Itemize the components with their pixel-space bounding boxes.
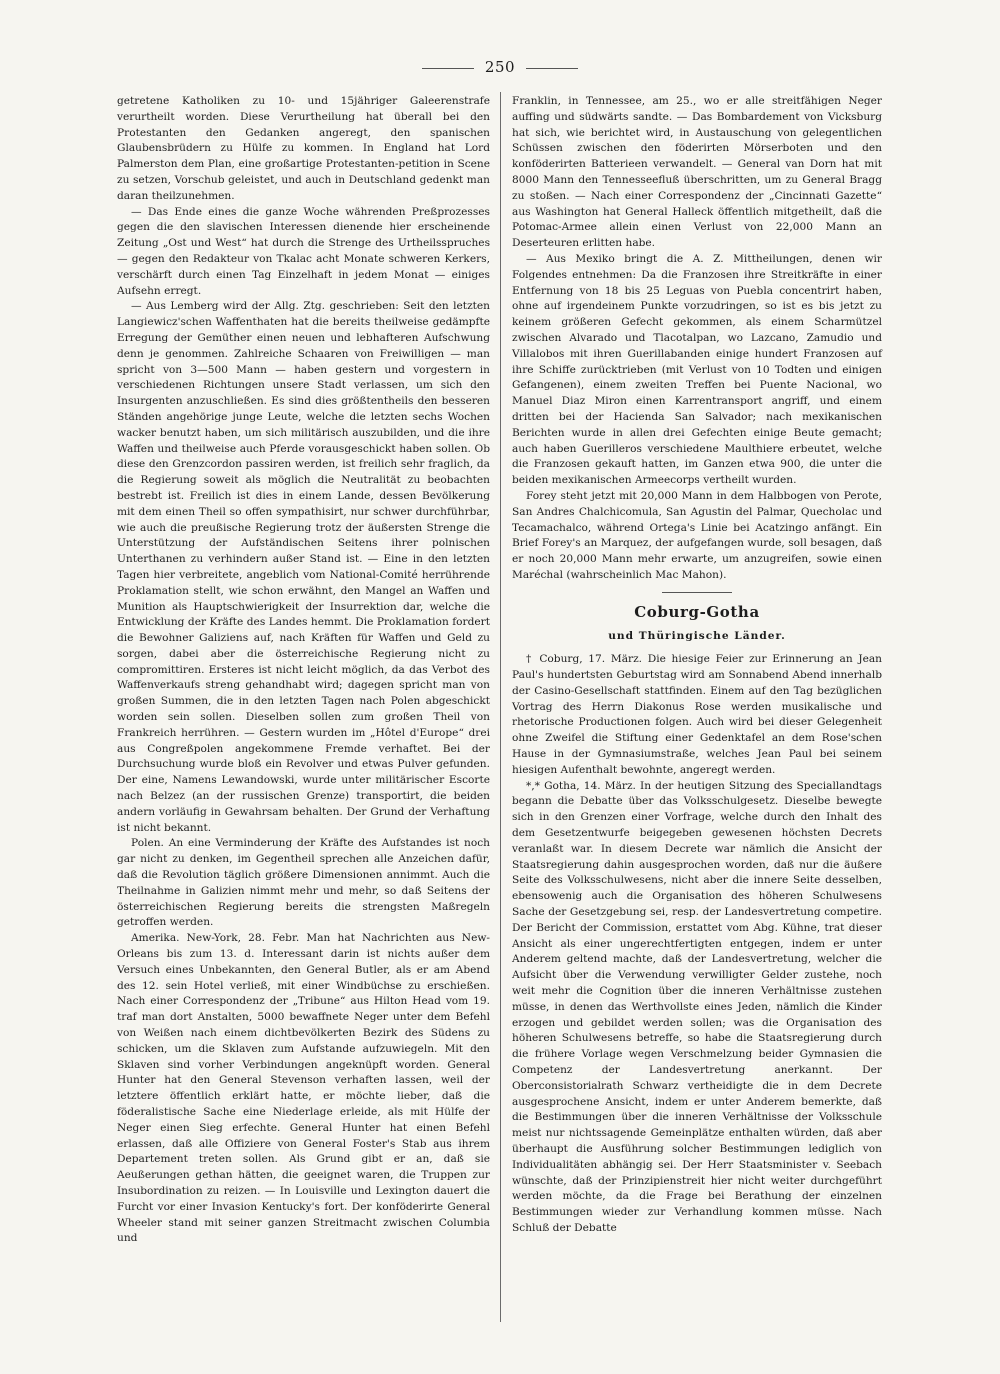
section-divider	[662, 592, 732, 593]
article-paragraph: Polen. An eine Verminderung der Kräfte des Aufstandes ist noch gar nicht zu denken, im Gegentheil sprechen alle Anzeichen dafür, daß die Revolution täglich größere Dimensionen annimmt. Auch die Theilnahme in Galizien nimmt mehr und mehr, so daß Seitens der österreichischen Regierung bereits die strengsten Maßregeln getroffen werden.	[117, 837, 490, 929]
article-paragraph: Amerika. New-York, 28. Febr. Man hat Nachrichten aus New-Orleans bis zum 13. d. Interessant darin ist nichts außer dem Versuch eines Unbekannten, den General Butler, als er am Abend des 12. sein Hotel verließ, mit einer Windbüchse zu erschießen. Nach einer Correspondenz der „Tribune“ aus Hilton Head vom 19. traf man dort Anstalten, 5000 bewaffnete Neger unter dem Befehl von Weißen nach einem dichtbevölkerten Bezirk des Südens zu schicken, um die Sklaven zum Aufstande aufzuwiegeln. Mit den Sklaven sind vorher Verbindungen angeknüpft worden. General Hunter hat den General Stevenson verhaften lassen, weil der letztere öffentlich erklärt hatte, er möchte lieber, daß die föderalistische Sache eine Niederlage erleide, als mit Hülfe der Neger einen Sieg erfechte. General Hunter hat einen Befehl erlassen, daß alle Offiziere von General Foster's Stab aus ihrem Departement treten sollen. Als Grund gibt er an, daß sie Aeußerungen gethan hätten, die geeignet waren, die Truppen zur Insubordination zu reizen. — In Louisville und Lexington dauert die Furcht vor einer Invasion Kentucky's fort. Der konföderirte General Wheeler stand mit seiner ganzen Streitmacht zwischen Columbia und	[117, 932, 490, 1245]
article-paragraph: — Aus Mexiko bringt die A. Z. Mittheilungen, denen wir Folgendes entnehmen: Da die Franzosen ihre Streitkräfte in einer Entfernung von 18 bis 25 Leguas von Puebla concentrirt haben, ohne auf irgendeinem Punkte vorzudringen, so ist es bis jetzt zu keinem größeren Gefecht gekommen, als einem Scharmützel zwischen Alvarado und Tlacotalpan, wo Lazcano, Zamudio und Villalobos mit ihren Guerillabanden einige hundert Franzosen auf ihre Schiffe zurücktrieben (mit Verlust von 10 Todten und einigen Gefangenen), einem zweiten Treffen bei Puente Nacional, wo Manuel Diaz Miron einen Karrentransport angriff, und einem dritten bei der Hacienda San Salvador; nach mexikanischen Berichten wurde in allen drei Gefechten einige Beute gemacht; auch haben Guerilleros verschiedene Maulthiere erbeutet, welche die Franzosen gekauft hatten, im Ganzen etwa 900, die unter die beiden mexikanischen Armeecorps vertheilt wurden.	[512, 252, 882, 487]
header-rule-left	[422, 68, 474, 69]
article-paragraph: — Aus Lemberg wird der Allg. Ztg. geschrieben: Seit den letzten Langiewicz'schen Waffenthaten hat die bereits theilweise gedämpfte Erregung der Gemüther einen neuen und lebhafteren Aufschwung denn je genommen. Zahlreiche Schaaren von Freiwilligen — man spricht von 3—500 Mann — haben gestern und vorgestern in verschiedenen Richtungen unsere Stadt verlassen, um sich den Insurgenten anzuschließen. Es sind dies größtentheils den besseren Ständen angehörige junge Leute, welche die letzten sechs Wochen wacker benutzt haben, um sich militärisch auszubilden, und die ihre Waffen und theilweise auch Pferde vorausgeschickt haben sollen. Ob diese den Grenzcordon passiren werden, ist freilich sehr fraglich, da die Regierung soweit als möglich die Neutralität zu beobachten bestrebt ist. Freilich ist dies in einem Lande, dessen Bevölkerung mit dem einen Theil so offen sympathisirt, nur schwer durchführbar, wie auch die preußische Regierung trotz der äußersten Strenge die Unterstützung der Aufständischen Seitens ihrer polnischen Unterthanen zu verhindern außer Stand ist. — Eine in den letzten Tagen hier verbreitete, angeblich vom National-Comité herrührende Proklamation stellt, wie schon erwähnt, den Mangel an Waffen und Munition als Hauptschwierigkeit der Insurrektion dar, welche die Entwicklung der Kräfte des Landes hemmt. Die Proklamation fordert die Bewohner Galiziens auf, nach Kräften für Waffen und Geld zu sorgen, dabei aber die österreichische Regierung nicht zu compromittiren. Ersteres ist nicht leicht möglich, da das Verbot des Waffenverkaufs streng gehandhabt wird; dagegen spricht man von großen Summen, die in den letzten Tagen nach Polen abgeschickt worden sein sollen. Dieselben sollen zum großen Theil von Frankreich herrühren. — Gestern wurden im „Hôtel d'Europe“ drei aus Congreßpolen angekommene Fremde verhaftet. Bei der Durchsuchung wurde bloß ein Revolver und etwas Pulver gefunden. Der eine, Namens Lewandowski, wurde unter militärischer Escorte nach Belzez (an der russischen Grenze) transportirt, die beiden andern vorläufig in Gewahrsam behalten. Der Grund der Verhaftung ist nicht bekannt.	[117, 300, 490, 834]
article-paragraph: Franklin, in Tennessee, am 25., wo er alle streitfähigen Neger auffing und südwärts sandte. — Das Bombardement von Vicksburg hat sich, wie berichtet wird, in Austauschung von gelegentlichen Schüssen zwischen den föderirten Mörserboten und den konföderirten Batterieen verwandelt. — General van Dorn hat mit 8000 Mann den Tennesseefluß überschritten, um zu General Bragg zu stoßen. — Nach einer Correspondenz der „Cincinnati Gazette“ aus Washington hat General Halleck öffentlich mitgetheilt, daß die Potomac-Armee allein einen Verlust von 22,000 Mann an Deserteuren erlitten habe.	[512, 95, 882, 250]
section-subtitle: und Thüringische Länder.	[608, 629, 786, 642]
article-paragraph: *‚* Gotha, 14. März. In der heutigen Sitzung des Speciallandtags begann die Debatte über das Volksschulgesetz. Dieselbe bewegte sich in den Grenzen einer Vorfrage, welche durch den Inhalt des dem Gesetzentwurfe beigegeben gewesenen höchsten Decrets veranlaßt war. In diesem Decrete war nämlich die Ansicht der Staatsregierung dahin ausgesprochen worden, daß nur die äußere Seite des Volksschulwesens, nicht aber die innere Seite desselben, ebensowenig auch die Organisation des höheren Schulwesens Sache der Gesetzgebung sei, resp. der Landesvertretung competire. Der Bericht der Commission, erstattet vom Abg. Kühne, trat dieser Ansicht als einer ungerechtfertigten entgegen, indem er unter Anderem geltend machte, daß der Landesvertretung, welcher die Aufsicht über die Verwendung verwilligter Gelder zustehe, noch weit mehr die Cognition über die inneren Verhältnisse zustehen müsse, in denen das Werthvollste eines Jeden, nämlich die Kinder erzogen und gebildet werden sollen; was die Organisation des höheren Schulwesens betreffe, so habe die Staatsregierung durch die frühere Vorlage wegen Verschmelzung beider Gymnasien die Competenz der Landesvertretung anerkannt. Der Oberconsistorialrath Schwarz vertheidigte die in dem Decrete ausgesprochene Ansicht, indem er unter Anderem bemerkte, daß die Bestimmungen über die inneren Verhältnisse der Volksschule meist nur nichtssagende Gemeinplätze enthalten würden, daß aber überhaupt die Ausführung solcher Bestimmungen lediglich von Individualitäten abhängig sei. Der Herr Staatsminister v. Seebach wünschte, daß der Prinzipienstreit hier nicht weiter durchgeführt werden möchte, da die Frage bei Berathung der einzelnen Bestimmungen wieder zur Verhandlung kommen müsse. Nach Schluß der Debatte	[512, 779, 882, 1234]
left-column	[117, 94, 490, 1247]
column-divider	[500, 92, 501, 1322]
article-paragraph: — Das Ende eines die ganze Woche währenden Preßprozesses gegen die den slavischen Interessen dienende hier erscheinende Zeitung „Ost und West“ hat durch die Strenge des Urtheilsspruches — gegen den Redakteur von Tkalac acht Monate schweren Kerkers, verschärft durch einen Tag Einzelhaft in jedem Monat — einiges Aufsehn erregt.	[117, 205, 490, 297]
header-rule-right	[526, 68, 578, 69]
article-paragraph: † Coburg, 17. März. Die hiesige Feier zur Erinnerung an Jean Paul's hundertsten Geburtstag wird am Sonnabend Abend innerhalb der Casino-Gesellschaft stattfinden. Einem auf den Tag bezüglichen Vortrag des Herrn Diakonus Rose werden musikalische und rhetorische Productionen folgen. Auch wird bei dieser Gelegenheit ohne Zweifel die Stiftung einer Gedenktafel an dem Rose'schen Hause in der Gymnasiumstraße, welches Jean Paul bei seinem hiesigen Aufenthalt bewohnte, angeregt werden.	[512, 653, 882, 776]
article-paragraph: Forey steht jetzt mit 20,000 Mann in dem Halbbogen von Perote, San Andres Chalchicomula, San Agustin del Palmar, Quecholac und Tecamachalco, während Ortega's Linie bei Acatzingo anfängt. Ein Brief Forey's an Marquez, der aufgefangen wurde, soll besagen, daß er noch 20,000 Mann mehr erwarte, um anzugreifen, sowie einen Maréchal (wahrscheinlich Mac Mahon).	[512, 489, 882, 581]
article-paragraph: getretene Katholiken zu 10- und 15jähriger Galeerenstrafe verurtheilt worden. Diese Verurtheilung hat überall bei den Protestanten den Gedanken angeregt, den spanischen Glaubensbrüdern zu Hülfe zu kommen. In England hat Lord Palmerston dem Plan, eine großartige Protestanten-petition in Scene zu setzen, Vorschub geleistet, und auch in Deutschland gedenkt man daran theilzunehmen.	[117, 95, 490, 202]
page-number: 250	[484, 58, 516, 76]
section-title: Coburg-Gotha	[634, 602, 760, 621]
right-column	[512, 94, 882, 1237]
page-number-header	[0, 58, 1000, 76]
